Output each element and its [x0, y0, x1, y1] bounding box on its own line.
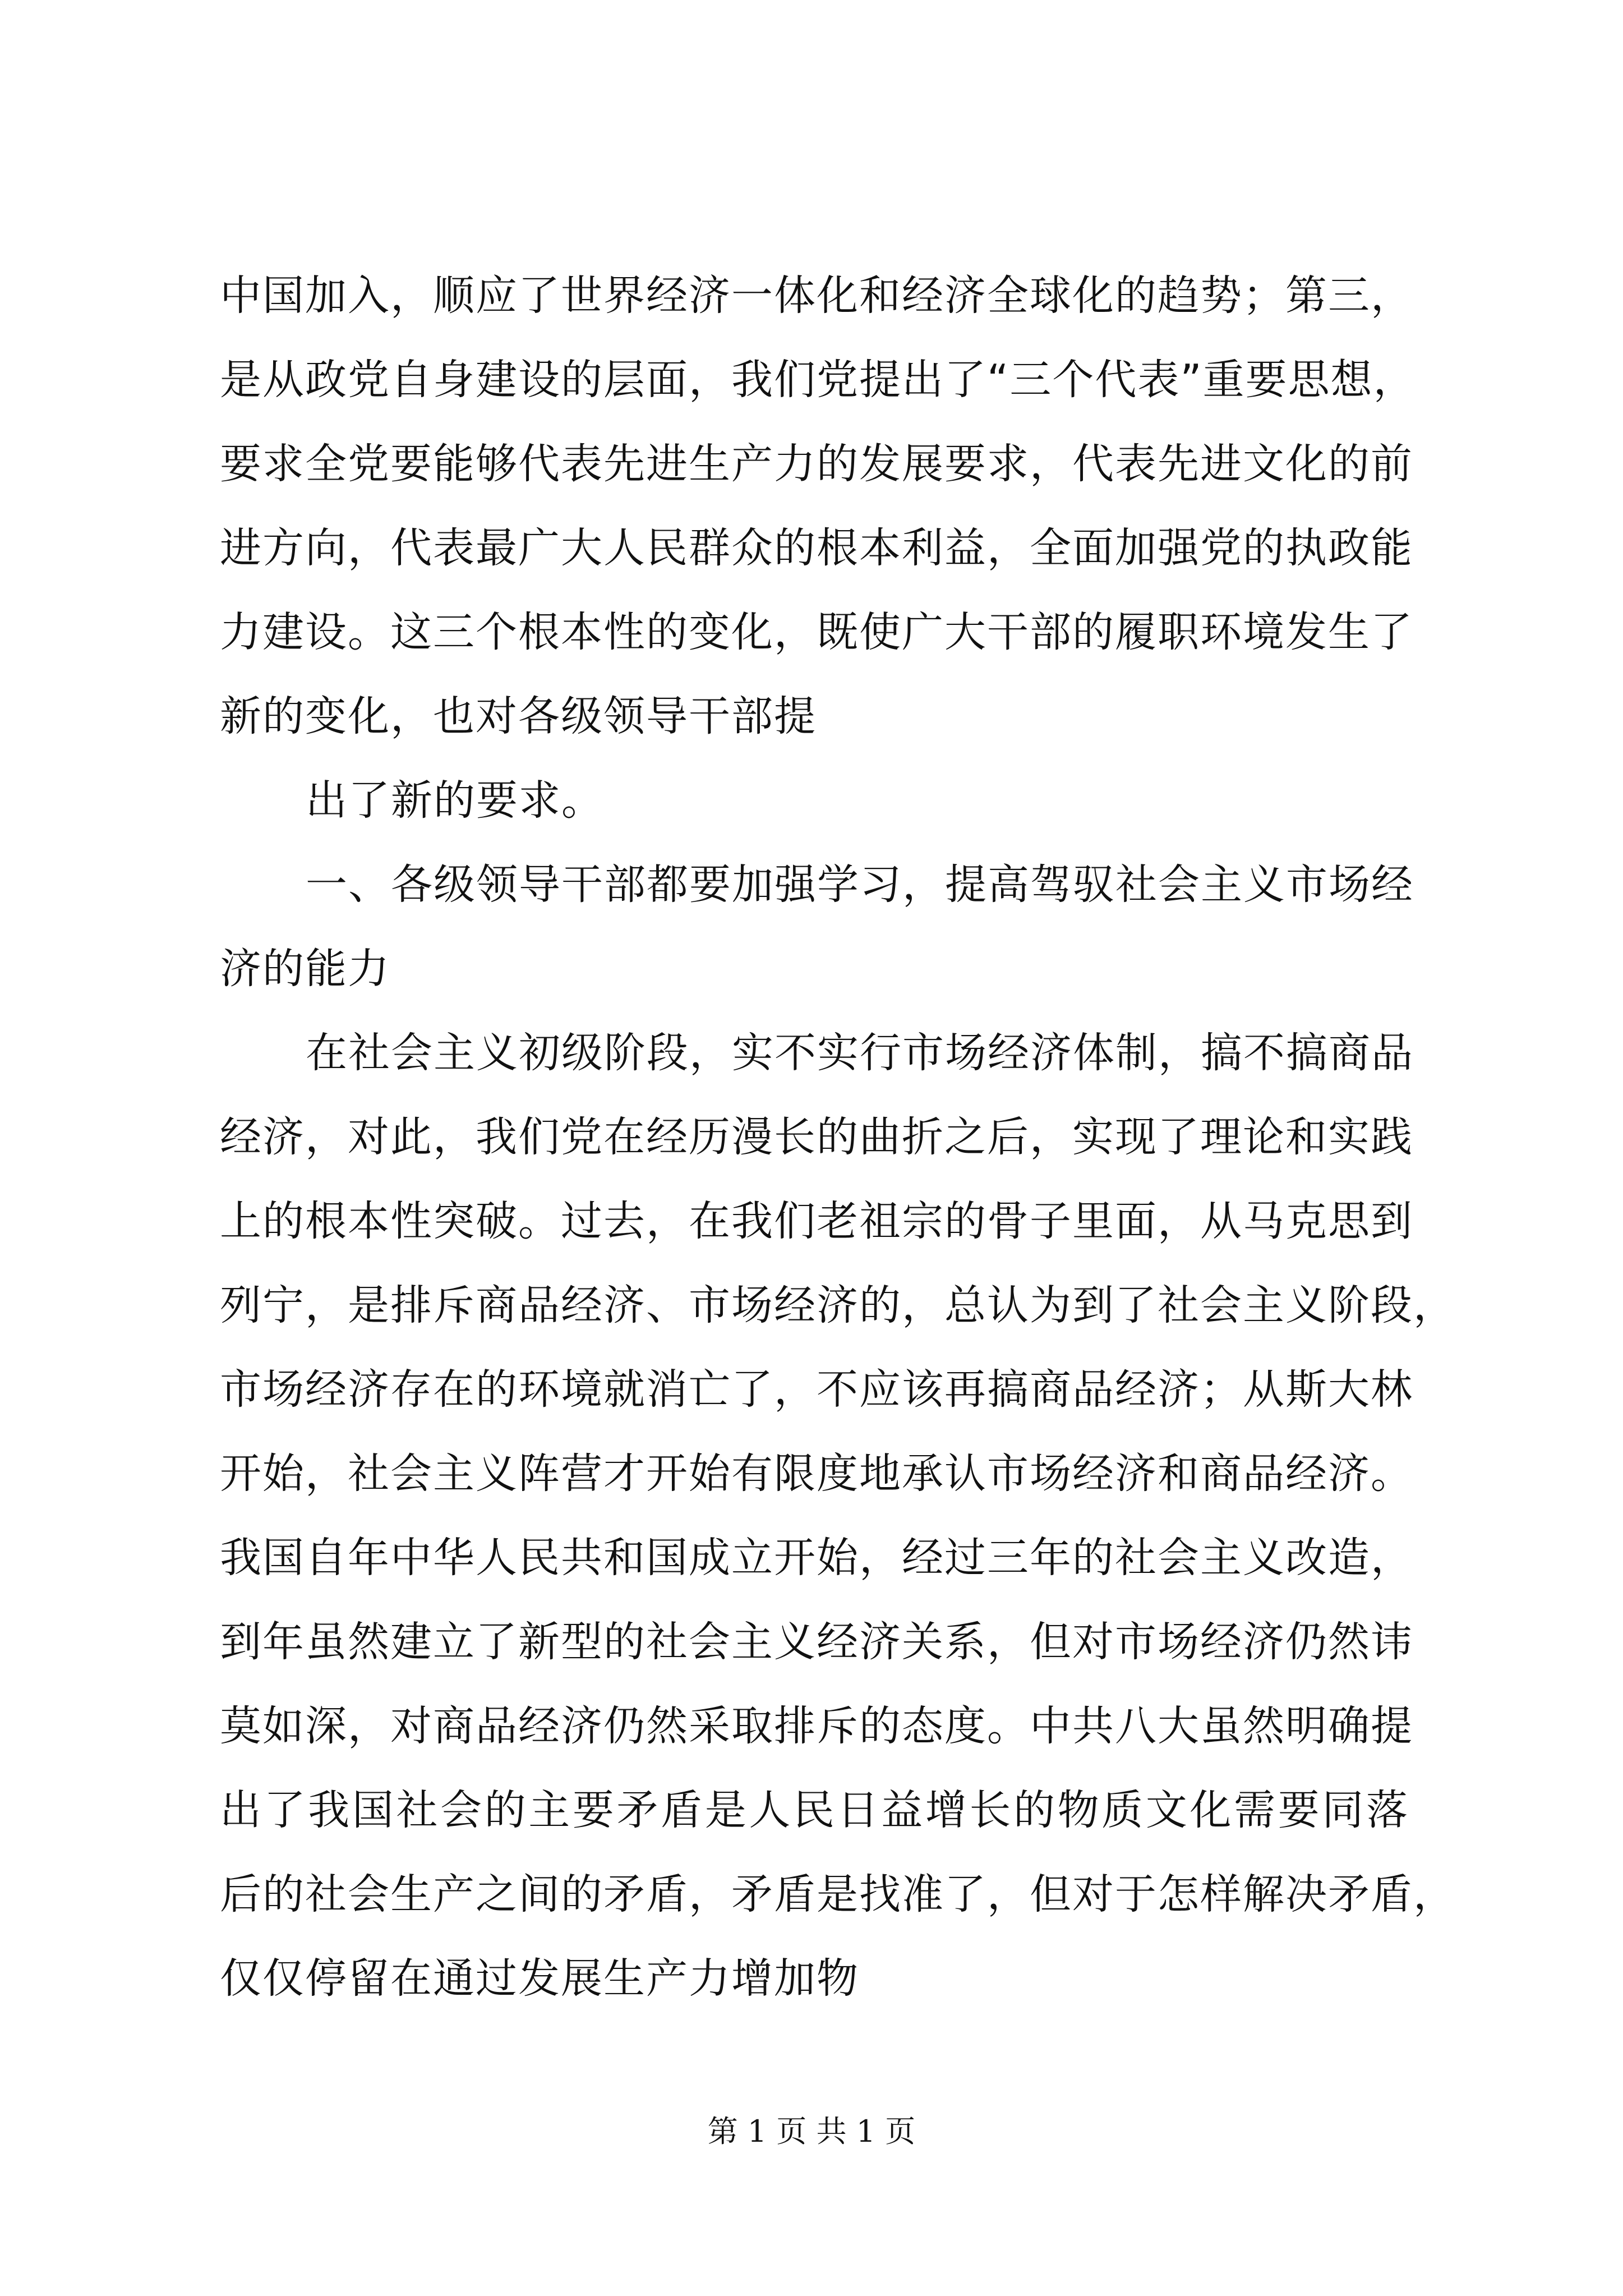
text-line: 要求全党要能够代表先进生产力的发展要求，代表先进文化的前: [220, 440, 1413, 488]
text-line: 列宁，是排斥商品经济、市场经济的，总认为到了社会主义阶段，: [220, 1281, 1456, 1329]
text-line: 经济，对此，我们党在经历漫长的曲折之后，实现了理论和实践: [220, 1113, 1413, 1161]
text-line: 力建设。这三个根本性的变化，既使广大干部的履职环境发生了: [220, 608, 1413, 656]
text-line: 开始，社会主义阵营才开始有限度地承认市场经济和商品经济。: [220, 1450, 1413, 1498]
text-line: 到年虽然建立了新型的社会主义经济关系，但对市场经济仍然讳: [220, 1618, 1413, 1666]
text-line: 我国自年中华人民共和国成立开始，经过三年的社会主义改造，: [220, 1534, 1413, 1582]
text-line: 进方向，代表最广大人民群众的根本利益，全面加强党的执政能: [220, 524, 1413, 572]
text-line: 是从政党自身建设的层面，我们党提出了“三个代表”重要思想，: [220, 356, 1416, 404]
page-number-footer: 第 1 页 共 1 页: [707, 2114, 916, 2149]
text-line: 市场经济存在的环境就消亡了，不应该再搞商品经济；从斯大林: [220, 1365, 1413, 1414]
text-line: 上的根本性突破。过去，在我们老祖宗的骨子里面，从马克思到: [220, 1197, 1413, 1245]
text-line: 仅仅停留在通过发展生产力增加物: [220, 1954, 859, 2003]
text-line: 中国加入，顺应了世界经济一体化和经济全球化的趋势；第三，: [220, 272, 1413, 320]
text-line: 出了新的要求。: [306, 776, 604, 825]
section-heading-line: 济的能力: [220, 945, 390, 993]
text-line: 新的变化，也对各级领导干部提: [220, 692, 817, 740]
text-line: 在社会主义初级阶段，实不实行市场经济体制，搞不搞商品: [306, 1029, 1414, 1077]
body-text: [220, 254, 1456, 2021]
section-heading-line: 一、各级领导干部都要加强学习，提高驾驭社会主义市场经: [306, 861, 1414, 909]
text-line: 莫如深，对商品经济仍然采取排斥的态度。中共八大虽然明确提: [220, 1702, 1413, 1750]
text-line: 出了我国社会的主要矛盾是人民日益增长的物质文化需要同落: [220, 1786, 1409, 1834]
text-line: 后的社会生产之间的矛盾，矛盾是找准了，但对于怎样解决矛盾，: [220, 1870, 1456, 1918]
